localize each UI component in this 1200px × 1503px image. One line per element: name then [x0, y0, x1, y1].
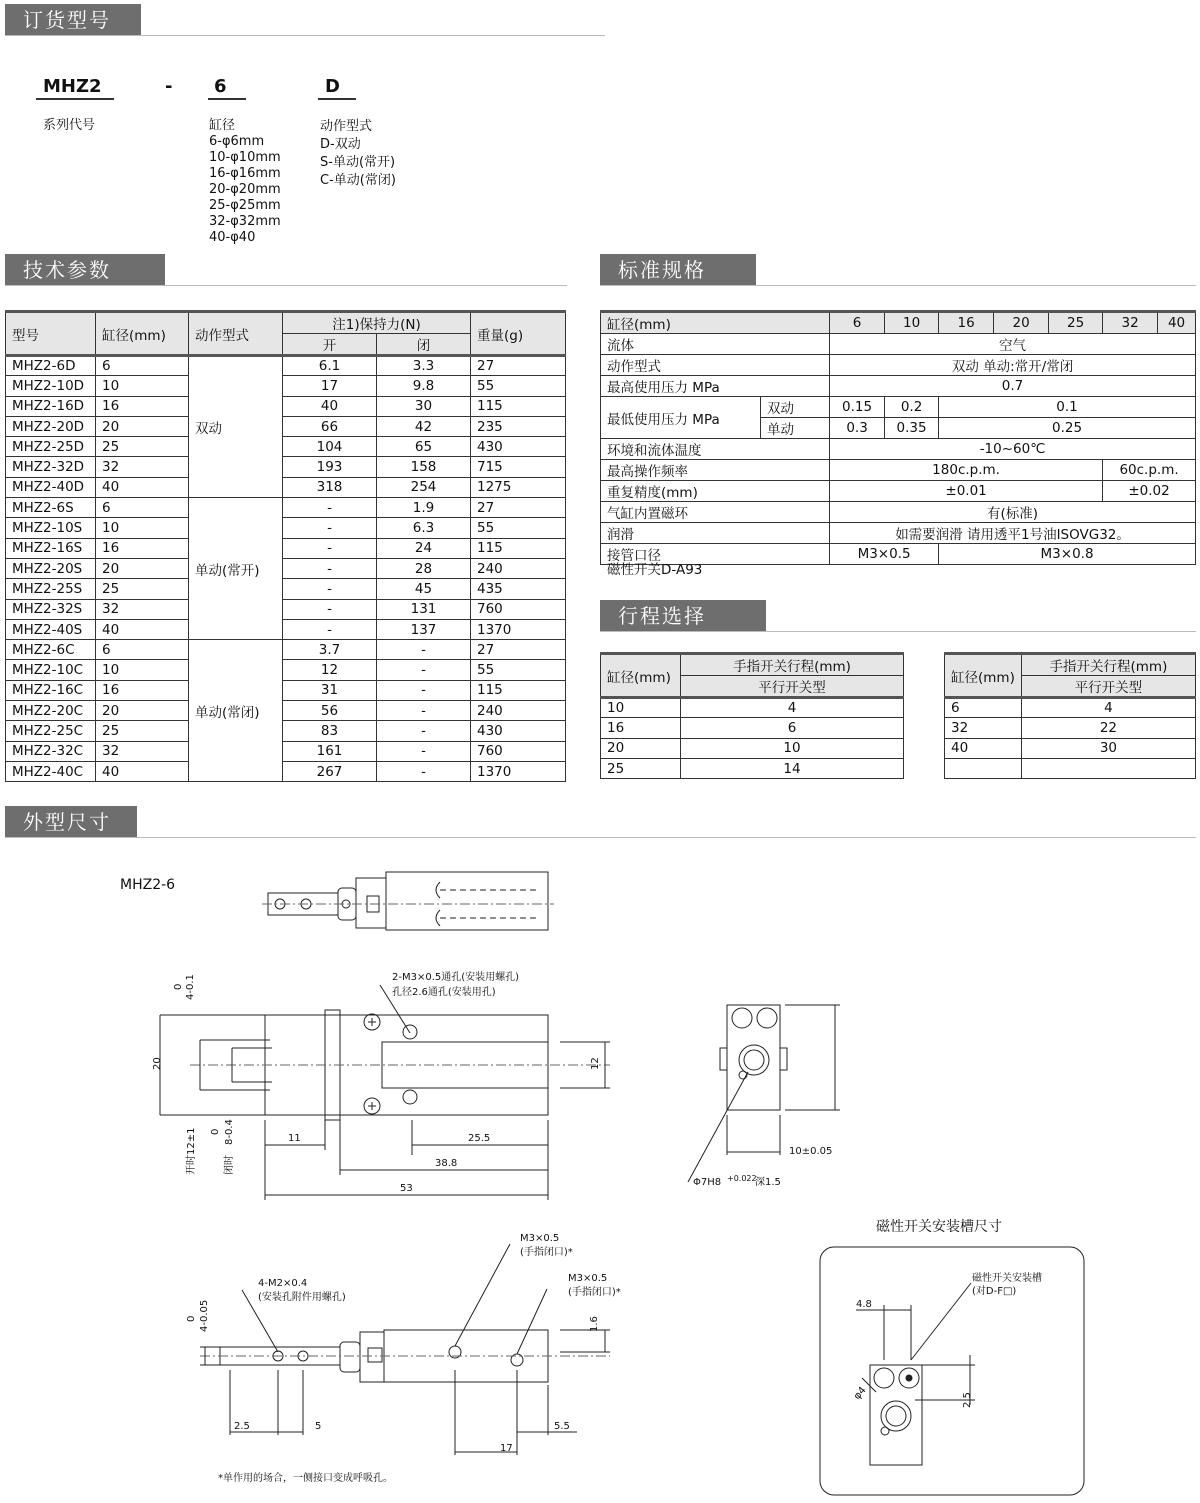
footnote: *单作用的场合，一侧接口变成呼吸孔。: [218, 1473, 393, 1484]
section-order-header: 订货型号: [5, 4, 141, 36]
slot-title: 磁性开关安装槽尺寸: [876, 1219, 1002, 1235]
table-row: 40 30: [945, 738, 1196, 758]
svg-text:开时12±1: 开时12±1: [186, 1127, 197, 1175]
order-bore-list: 缸径 6-φ6mm 10-φ10mm 16-φ16mm 20-φ20mm 25-φ25mm 32-φ32mm 40-φ40: [209, 118, 281, 245]
table-row: 25 14: [601, 758, 904, 778]
top-view: [262, 872, 554, 930]
svg-text:4-M2×0.4: 4-M2×0.4: [258, 1278, 308, 1289]
table-row: MHZ2-16C 16 31 - 115: [6, 680, 566, 700]
tech-table: 型号 缸径(mm) 动作型式 注1)保持力(N) 重量(g) 开 闭 MHZ2-6D 6 双动 6.1 3.3 27 MHZ2-10D 10 17 9.8 55 MHZ2-16D 16 40 30 115 MHZ2-20D 20 66 42 235 MHZ2-25D 25 104 65 430 MHZ2-32D 32 193 158 715 MHZ2-40D 40 318 254 1275 MHZ2-6S 6 单动(常开) - 1.9 27 MHZ2-10S 10 - 6.3 55 MHZ2-16S 16 - 24 115 MHZ2-20S 20 - 28 240 MHZ2-25S 25 - 45 435 MHZ2-32S 32 - 131 760 MHZ2-40S 40 - 137 1370 MHZ2-6C 6 单动(常闭) 3.7 - 27 MHZ2-10C 10 12 - 55 MHZ2-16C 16 31 - 115 MHZ2-20C 20 56 - 240 MHZ2-25C 25 83 - 430 MHZ2-32C 32 161 - 760 MHZ2-40C 40 267 - 1370: [5, 310, 566, 782]
section-std-header: 标准规格: [600, 254, 756, 286]
svg-text:10±0.05: 10±0.05: [789, 1146, 833, 1157]
svg-text:2.5: 2.5: [234, 1421, 250, 1432]
table-row: MHZ2-16S 16 - 24 115: [6, 538, 566, 558]
svg-text:0: 0: [173, 983, 184, 990]
svg-text:1.6: 1.6: [589, 1316, 600, 1332]
svg-text:4-0.1: 4-0.1: [185, 974, 196, 1000]
table-row: MHZ2-10C 10 12 - 55: [6, 660, 566, 680]
table-row: MHZ2-40S 40 - 137 1370: [6, 619, 566, 639]
svg-text:5.5: 5.5: [554, 1421, 570, 1432]
section-tech-header: 技术参数: [5, 254, 165, 286]
svg-text:2-M3×0.5通孔(安装用螺孔): 2-M3×0.5通孔(安装用螺孔): [392, 972, 520, 983]
table-row: MHZ2-10D 10 17 9.8 55: [6, 376, 566, 396]
std-table: 缸径(mm) 6 10 16 20 25 32 40 流体 空气 动作型式 双动 单动:常开/常闭 最高使用压力 MPa 0.7 最低使用压力 MPa 双动 0.15 0.2 0.1 单动 0.3 0.35 0.25 环境和流体温度 -10~60℃ 最高操作频率 180c.p.m. 60c.p.m. 重复精度(mm) ±0.01 ±0.02 气缸内置磁环 有(标准) 润滑 如需要润滑 请用透平1号油ISOVG32。 接管口径 M3×0.5 M3×0.8: [600, 310, 1196, 565]
svg-text:磁性开关安装槽: 磁性开关安装槽: [972, 1273, 1042, 1284]
svg-text:5: 5: [315, 1421, 322, 1432]
svg-text:4.8: 4.8: [856, 1299, 872, 1310]
svg-text:深1.5: 深1.5: [755, 1177, 781, 1188]
svg-text:11: 11: [288, 1133, 301, 1144]
slot-detail-frame: [820, 1247, 1084, 1495]
svg-text:53: 53: [400, 1183, 413, 1194]
section-stroke-header: 行程选择: [600, 600, 766, 632]
svg-text:(手指闭口)*: (手指闭口)*: [520, 1247, 573, 1258]
table-row: MHZ2-40C 40 267 - 1370: [6, 761, 566, 781]
table-row: MHZ2-32C 32 161 - 760: [6, 741, 566, 761]
table-row: MHZ2-25D 25 104 65 430: [6, 437, 566, 457]
table-row: MHZ2-16D 16 40 30 115: [6, 396, 566, 416]
table-row: MHZ2-32D 32 193 158 715: [6, 457, 566, 477]
svg-text:(手指闭口)*: (手指闭口)*: [568, 1287, 621, 1298]
svg-text:(安装孔附件用螺孔): (安装孔附件用螺孔): [258, 1292, 346, 1303]
svg-text:2.5: 2.5: [962, 1392, 973, 1408]
svg-text:0: 0: [186, 1315, 197, 1322]
stroke-table-left: 缸径(mm) 手指开关行程(mm) 平行开关型 10 4 16 6 20 10 25 14: [600, 652, 904, 779]
svg-text:孔径2.6通孔(安装用孔): 孔径2.6通孔(安装用孔): [392, 987, 496, 998]
divider: [5, 35, 605, 36]
table-row: MHZ2-40D 40 318 254 1275: [6, 477, 566, 497]
table-row: 6 4: [945, 698, 1196, 718]
svg-text:38.8: 38.8: [435, 1158, 458, 1169]
table-row: MHZ2-20C 20 56 - 240: [6, 701, 566, 721]
divider: [600, 631, 1196, 632]
divider: [5, 837, 1196, 838]
svg-text:(对D-F□): (对D-F□): [972, 1286, 1017, 1297]
order-series-code: MHZ2: [43, 76, 102, 97]
order-action-code: D: [325, 76, 340, 97]
section-dims-header: 外型尺寸: [5, 806, 137, 838]
dimension-drawing: [0, 840, 1200, 1500]
table-row: MHZ2-6S 6 单动(常开) - 1.9 27: [6, 498, 566, 518]
svg-text:+0.022: +0.022: [727, 1174, 757, 1183]
table-row: 16 6: [601, 718, 904, 738]
svg-text:闭时: 闭时: [224, 1155, 235, 1175]
order-action-list: 动作型式 D-双动 S-单动(常开) C-单动(常闭): [320, 119, 396, 188]
svg-text:0: 0: [210, 1128, 221, 1135]
svg-text:17: 17: [500, 1443, 513, 1454]
bottom-view: [200, 1244, 610, 1455]
svg-text:φ4: φ4: [851, 1384, 869, 1402]
order-size-code: 6: [214, 76, 227, 97]
switch-note: 磁性开关D-A93: [607, 562, 703, 578]
table-row: MHZ2-10S 10 - 6.3 55: [6, 518, 566, 538]
svg-text:M3×0.5: M3×0.5: [568, 1273, 608, 1284]
slot-detail: [856, 1283, 975, 1465]
table-row: MHZ2-20S 20 - 28 240: [6, 558, 566, 578]
table-row: 32 22: [945, 718, 1196, 738]
table-row: MHZ2-25S 25 - 45 435: [6, 579, 566, 599]
divider: [5, 285, 567, 286]
table-row: 20 10: [601, 738, 904, 758]
svg-text:8-0.4: 8-0.4: [224, 1119, 235, 1145]
svg-text:25.5: 25.5: [468, 1133, 491, 1144]
svg-text:4-0.05: 4-0.05: [199, 1299, 210, 1332]
table-row: MHZ2-6C 6 单动(常闭) 3.7 - 27: [6, 640, 566, 660]
stroke-table-right: 缸径(mm) 手指开关行程(mm) 平行开关型 6 4 32 22 40 30: [944, 652, 1196, 779]
table-row: MHZ2-32S 32 - 131 760: [6, 599, 566, 619]
svg-text:M3×0.5: M3×0.5: [520, 1233, 560, 1244]
order-dash: -: [165, 76, 173, 97]
svg-text:12: 12: [590, 1057, 601, 1070]
divider: [600, 285, 1196, 286]
svg-text:Φ7H8: Φ7H8: [693, 1177, 722, 1188]
order-series-label: 系列代号: [43, 118, 96, 133]
table-row: 10 4: [601, 698, 904, 718]
table-row: MHZ2-20D 20 66 42 235: [6, 416, 566, 436]
table-row: MHZ2-6D 6 双动 6.1 3.3 27: [6, 356, 566, 376]
svg-text:20: 20: [152, 1057, 163, 1070]
model-label: MHZ2-6: [120, 877, 176, 893]
table-row: MHZ2-25C 25 83 - 430: [6, 721, 566, 741]
